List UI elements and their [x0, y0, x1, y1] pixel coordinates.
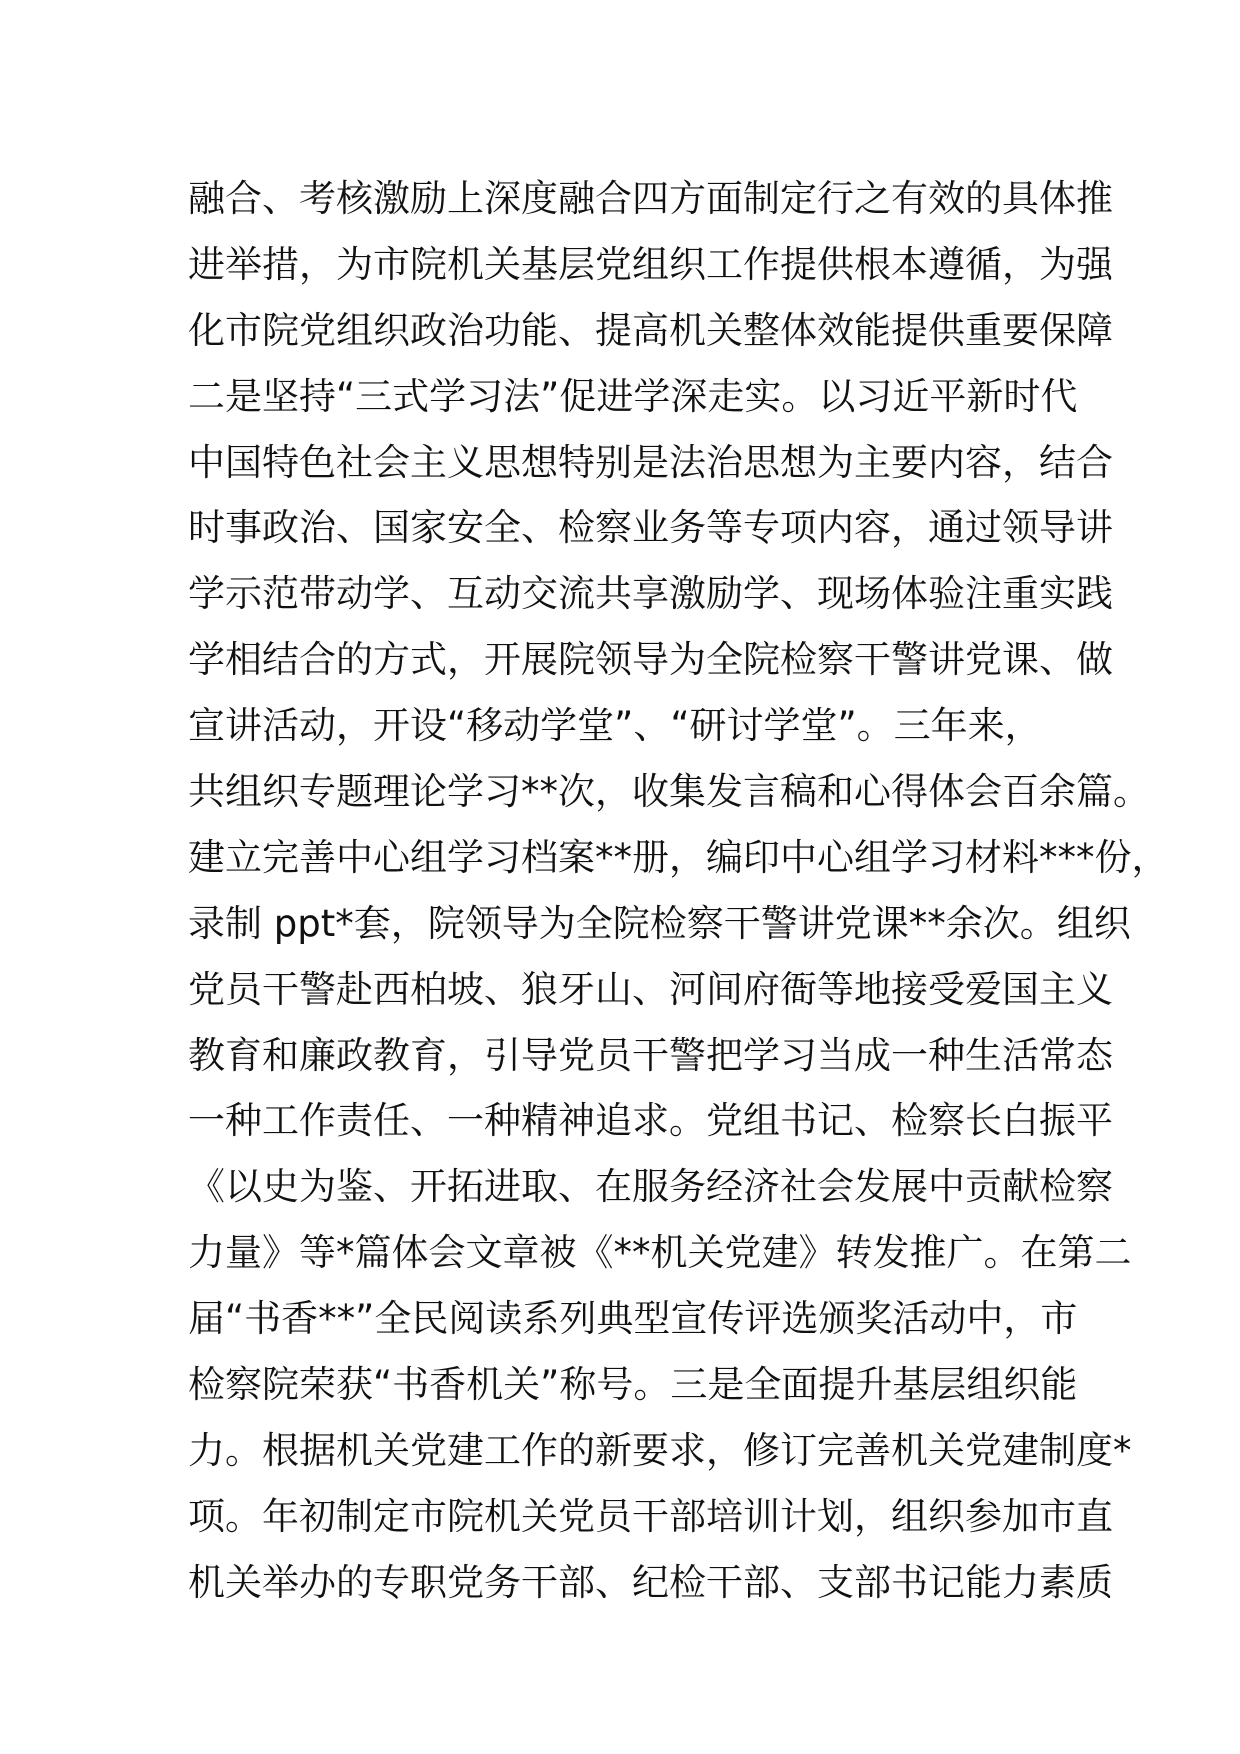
text-line: 届“书香**”全民阅读系列典型宣传评选颁奖活动中，市 [188, 1297, 1078, 1341]
text-line: 共组织专题理论学习**次，收集发言稿和心得体会百余篇。 [188, 770, 1150, 814]
text-line: 教育和廉政教育，引导党员干警把学习当成一种生活常态 [188, 1033, 1113, 1077]
text-line: 宣讲活动，开设“移动学堂”、“研讨学堂”。三年来， [188, 704, 1042, 748]
text-line: 力。根据机关党建工作的新要求，修订完善机关党建制度* [188, 1428, 1132, 1472]
text-line: 中国特色社会主义思想特别是法治思想为主要内容，结合 [188, 440, 1113, 484]
text-line: 建立完善中心组学习档案**册，编印中心组学习材料***份， [188, 835, 1169, 879]
text-line: 力量》等*篇体会文章被《**机关党建》转发推广。在第二 [188, 1231, 1132, 1275]
text-line: 融合、考核激励上深度融合四方面制定行之有效的具体推 [188, 177, 1113, 220]
text-line: 化市院党组织政治功能、提高机关整体效能提供重要保障 [188, 308, 1113, 352]
text-line: 《以史为鉴、开拓进取、在服务经济社会发展中贡献检察 [188, 1165, 1113, 1209]
text-line: 二是坚持“三式学习法”促进学深走实。以习近平新时代 [188, 374, 1078, 418]
text-line: 一种工作责任、一种精神追求。党组书记、检察长白振平 [188, 1099, 1113, 1143]
body-text [188, 166, 1169, 1616]
text-line: 项。年初制定市院机关党员干部培训计划，组织参加市直 [188, 1494, 1113, 1538]
text-line: 进举措，为市院机关基层党组织工作提供根本遵循，为强 [188, 242, 1113, 286]
text-line: 检察院荣获“书香机关”称号。三是全面提升基层组织能 [188, 1363, 1078, 1407]
text-line: 党员干警赴西柏坡、狼牙山、河间府衙等地接受爱国主义 [188, 967, 1113, 1011]
text-line: 学相结合的方式，开展院领导为全院检察干警讲党课、做 [188, 638, 1113, 682]
text-line: 学示范带动学、互动交流共享激励学、现场体验注重实践 [188, 572, 1113, 616]
text-line: 录制 ppt*套，院领导为全院检察干警讲党课**余次。组织 [188, 901, 1131, 945]
text-line: 机关举办的专职党务干部、纪检干部、支部书记能力素质 [188, 1560, 1113, 1604]
text-line: 时事政治、国家安全、检察业务等专项内容，通过领导讲 [188, 506, 1113, 550]
